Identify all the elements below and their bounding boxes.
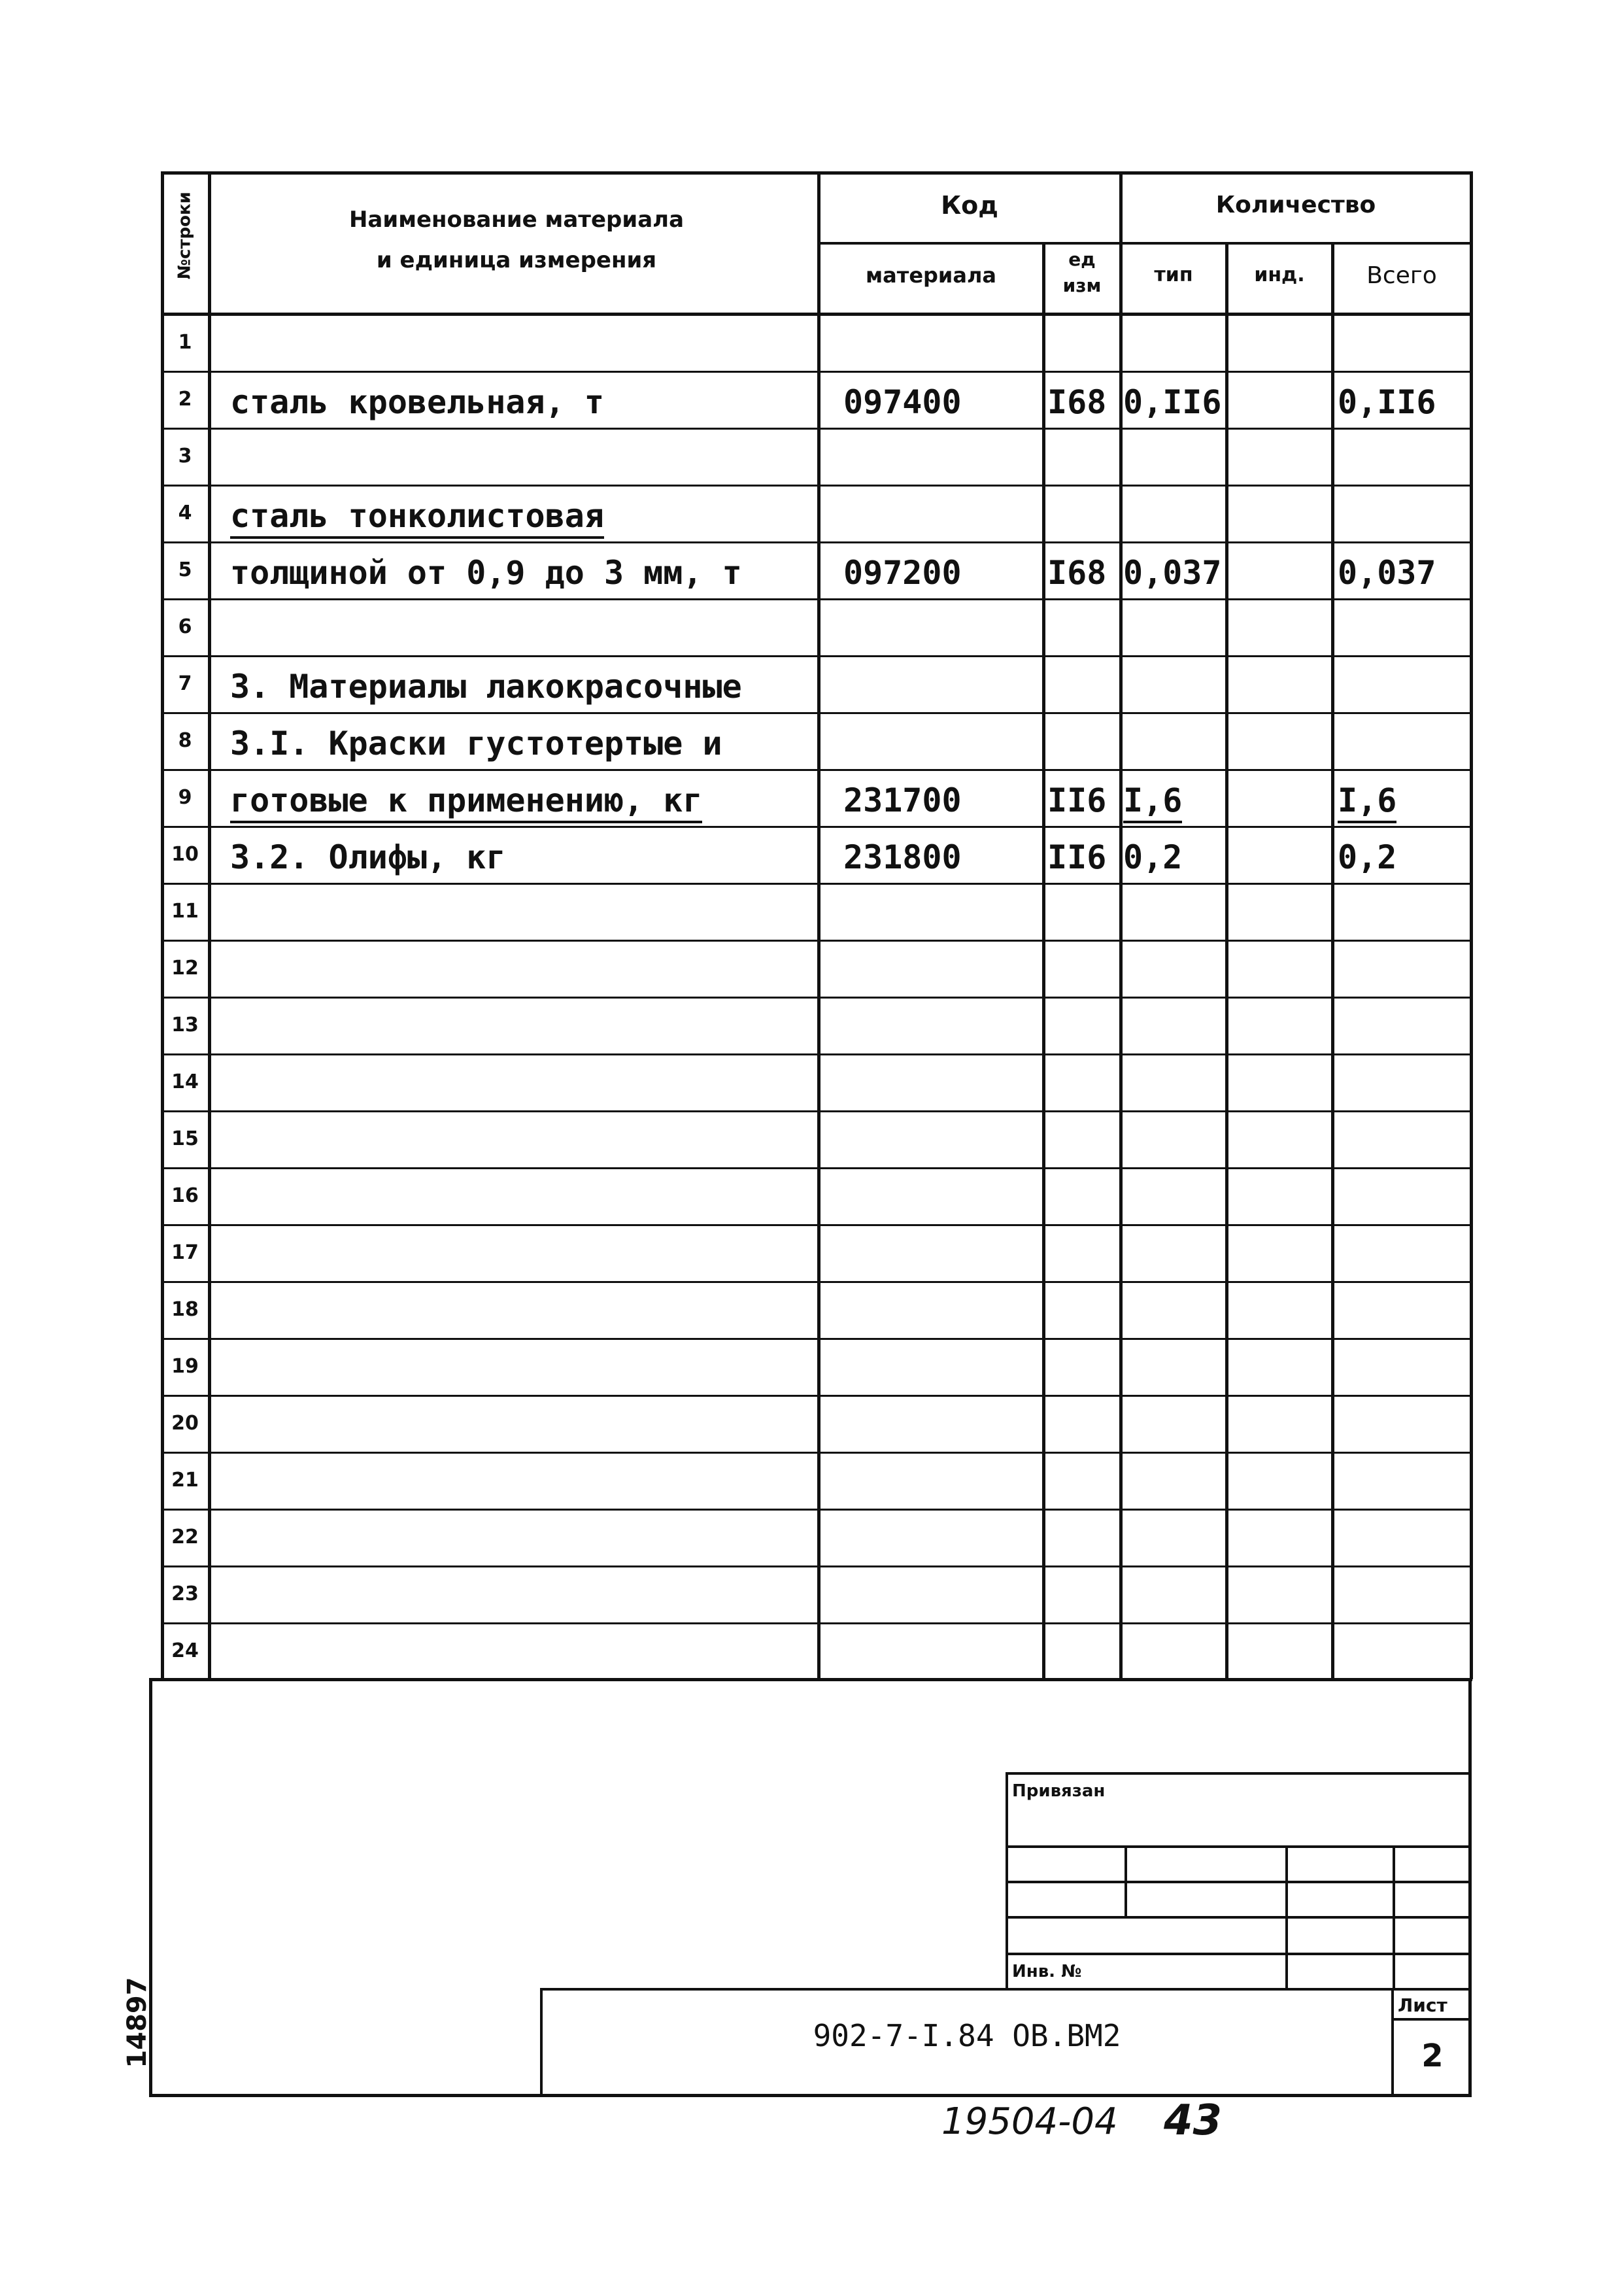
sheet-label: Лист	[1398, 1994, 1447, 2016]
row10-name: 3.2. Олифы, кг	[230, 838, 506, 876]
table-bottom-border	[150, 1678, 1472, 1681]
row5-total: 0,037	[1338, 554, 1436, 592]
row-line	[162, 769, 1472, 771]
row-number: 18	[171, 1298, 199, 1321]
header-name-line2: и единица измерения	[376, 247, 657, 273]
row2-unit: I68	[1047, 383, 1107, 421]
row5-unit: I68	[1047, 554, 1107, 592]
row4-name: сталь тонколистовая	[230, 497, 604, 539]
stamp-line-2	[1007, 1881, 1471, 1883]
row-line	[162, 1224, 1472, 1226]
header-code: Код	[941, 191, 998, 220]
row-number: 24	[171, 1639, 199, 1662]
row-number: 8	[178, 729, 192, 752]
row-line	[162, 1452, 1472, 1454]
title-sheet-line	[1391, 2018, 1471, 2021]
row-number: 17	[171, 1241, 199, 1264]
header-ind: инд.	[1254, 264, 1305, 286]
row5-name: толщиной от 0,9 до 3 мм, т	[230, 554, 742, 592]
row-line	[162, 712, 1472, 714]
row9-code: 231700	[843, 781, 962, 819]
frame-bottom	[149, 2094, 1472, 2097]
row-number: 20	[171, 1412, 199, 1435]
header-total: Всего	[1366, 262, 1437, 289]
row-number: 3	[178, 445, 192, 468]
row2-code: 097400	[843, 383, 962, 421]
row-line	[162, 1167, 1472, 1169]
row-number: 16	[171, 1184, 199, 1207]
stamp-line-3	[1007, 1916, 1471, 1919]
header-unit-line1: ед	[1068, 248, 1096, 270]
header-type: тип	[1154, 264, 1193, 286]
header-material: материала	[866, 263, 996, 288]
row10-total: 0,2	[1338, 838, 1397, 876]
row-line	[162, 371, 1472, 373]
col-line-type	[1225, 242, 1228, 1679]
header-row-number: №строки	[175, 192, 195, 280]
col-line-code	[1042, 242, 1045, 1679]
row2-name: сталь кровельная, т	[230, 383, 604, 421]
stamp-col-2	[1285, 1845, 1288, 1989]
row-line	[162, 485, 1472, 487]
archive-number: 19504-04	[941, 2100, 1118, 2143]
row-number: 5	[178, 558, 192, 581]
row-line	[162, 826, 1472, 828]
row-line	[162, 1565, 1472, 1567]
title-top	[540, 1988, 1471, 1991]
row-number: 10	[171, 843, 199, 866]
row-number: 19	[171, 1355, 199, 1378]
header-quantity: Количество	[1215, 192, 1376, 218]
row-line	[162, 883, 1472, 885]
row2-total: 0,II6	[1338, 383, 1436, 421]
row-number: 22	[171, 1526, 199, 1548]
row-number: 21	[171, 1469, 199, 1492]
row10-unit: II6	[1047, 838, 1107, 876]
stamp-line-1	[1007, 1845, 1471, 1848]
row-number: 2	[178, 388, 192, 411]
row2-type: 0,II6	[1123, 383, 1222, 421]
row-line	[162, 1281, 1472, 1283]
row-number: 7	[178, 672, 192, 695]
header-subline	[819, 242, 1472, 245]
frame-right	[1468, 1678, 1472, 2096]
row10-code: 231800	[843, 838, 962, 876]
row5-type: 0,037	[1123, 554, 1222, 592]
page-number: 43	[1164, 2096, 1223, 2145]
row-number: 15	[171, 1127, 199, 1150]
row9-type: I,6	[1123, 781, 1182, 823]
row-line	[162, 1622, 1472, 1624]
row-line	[162, 655, 1472, 657]
row-line	[162, 598, 1472, 600]
row-number: 12	[171, 957, 199, 980]
row-number: 14	[171, 1070, 199, 1093]
side-inventory-number: 14897	[122, 1977, 152, 2068]
col-line-ind	[1331, 242, 1334, 1679]
stamp-col-3	[1393, 1845, 1395, 1989]
sheet-number: 2	[1421, 2038, 1444, 2074]
row-line	[162, 1338, 1472, 1340]
row-line	[162, 428, 1472, 430]
stamp-line-4	[1007, 1953, 1471, 1955]
row5-code: 097200	[843, 554, 962, 592]
stamp-attached-label: Привязан	[1012, 1781, 1106, 1801]
row-line	[162, 1110, 1472, 1112]
row-number: 4	[178, 502, 192, 524]
header-unit-line2: изм	[1062, 275, 1102, 296]
row-number: 1	[178, 331, 192, 354]
row-number: 11	[171, 900, 199, 923]
stamp-top	[1007, 1772, 1471, 1775]
header-name-line1: Наименование материала	[348, 207, 685, 233]
row-number: 6	[178, 615, 192, 638]
stamp-col-1	[1125, 1845, 1127, 1917]
row-number: 9	[178, 786, 192, 809]
row-line	[162, 541, 1472, 543]
row-line	[162, 1509, 1472, 1511]
row-line	[162, 940, 1472, 942]
row9-unit: II6	[1047, 781, 1107, 819]
row7-name: 3. Материалы лакокрасочные	[230, 668, 742, 706]
row-line	[162, 1395, 1472, 1397]
row8-name: 3.I. Краски густотертые и	[230, 725, 722, 762]
row-number: 13	[171, 1014, 199, 1036]
document-code: 902-7-I.84 ОВ.ВМ2	[813, 2018, 1121, 2053]
row-line	[162, 1053, 1472, 1055]
row-line	[162, 997, 1472, 999]
row10-type: 0,2	[1123, 838, 1183, 876]
row-number: 23	[171, 1582, 199, 1605]
row9-total: I,6	[1338, 781, 1396, 823]
stamp-inv-label: Инв. №	[1012, 1962, 1082, 1981]
row9-name: готовые к применению, кг	[230, 781, 702, 823]
